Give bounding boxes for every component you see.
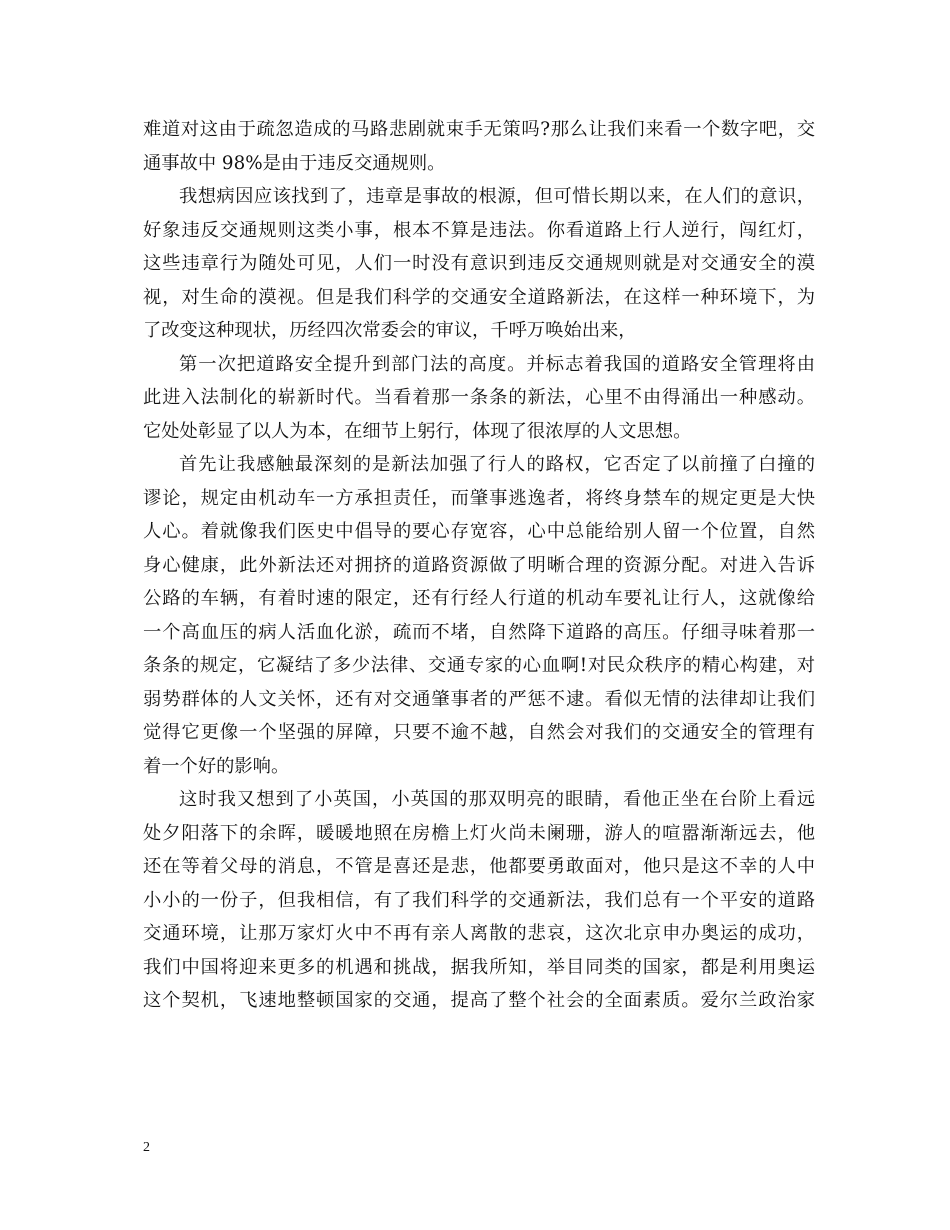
text-line: 难道对这由于疏忽造成的马路悲剧就束手无策吗?那么让我们来看一个数字吧，交 [143,119,815,140]
text-line: 好象违反交通规则这类小事，根本不算是违法。你看道路上行人逆行，闯红灯， [143,219,815,241]
body-text [143,113,815,1018]
text-line: 视，对生命的漠视。但是我们科学的交通安全道路新法，在这样一种环境下，为 [143,286,815,308]
text-line: 交通环境，让那万家灯火中不再有亲人离散的悲哀，这次北京申办奥运的成功， [143,923,815,944]
text-line: 处夕阳落下的余晖，暖暖地照在房檐上灯火尚未阑珊，游人的喧嚣渐渐远去，他 [143,822,815,844]
text-line: 着一个好的影响。 [143,755,290,777]
text-line: 一个高血压的病人活血化淤，疏而不堵，自然降下道路的高压。仔细寻味着那一 [143,621,815,643]
text-line: 通事故中 98%是由于违反交通规则。 [143,152,446,174]
paragraph [143,448,815,783]
text-line: 身心健康，此外新法还对拥挤的道路资源做了明晰合理的资源分配。对进入告诉 [143,554,815,576]
text-line: 小小的一份子，但我相信，有了我们科学的交通新法，我们总有一个平安的道路 [143,889,815,911]
text-line: 这个契机，飞速地整顿国家的交通，提高了整个社会的全面素质。爱尔兰政治家 [143,990,815,1011]
text-line: 弱势群体的人文关怀，还有对交通肇事者的严惩不逮。看似无情的法律却让我们 [143,688,815,710]
text-line: 这时我又想到了小英国，小英国的那双明亮的眼睛，看他正坐在台阶上看远 [179,789,815,810]
text-line: 了改变这种现状，历经四次常委会的审议，千呼万唤始出来， [143,320,637,341]
text-line: 我们中国将迎来更多的机遇和挑战，据我所知，举目同类的国家，都是利用奥运 [143,956,815,978]
text-line: 这些违章行为随处可见，人们一时没有意识到违反交通规则就是对交通安全的漠 [143,253,815,274]
text-line: 还在等着父母的消息，不管是喜还是悲，他都要勇敢面对，他只是这不幸的人中 [143,856,815,877]
page-number: 2 [143,1140,150,1155]
text-line: 我想病因应该找到了，违章是事故的根源，但可惜长期以来，在人们的意识， [179,186,815,207]
text-line: 此进入法制化的崭新时代。当看着那一条条的新法，心里不由得涌出一种感动。 [143,387,815,408]
paragraph [143,180,815,348]
text-line: 首先让我感触最深刻的是新法加强了行人的路权，它否定了以前撞了白撞的 [179,454,815,475]
paragraph [143,783,815,1018]
text-line: 条条的规定，它凝结了多少法律、交通专家的心血啊!对民众秩序的精心构建，对 [143,655,815,676]
text-line: 它处处彰显了以人为本，在细节上躬行，体现了很浓厚的人文思想。 [143,420,692,442]
text-line: 谬论，规定由机动车一方承担责任，而肇事逃逸者，将终身禁车的规定更是大快 [143,487,815,509]
text-line: 人心。着就像我们医史中倡导的要心存宽容，心中总能给别人留一个位置，自然 [143,521,815,542]
text-line: 第一次把道路安全提升到部门法的高度。并标志着我国的道路安全管理将由 [179,353,815,375]
text-line: 公路的车辆，有着时速的限定，还有行经人行道的机动车要礼让行人，这就像给 [143,588,815,609]
paragraph [143,113,815,180]
paragraph [143,348,815,449]
text-line: 觉得它更像一个坚强的屏障，只要不逾不越，自然会对我们的交通安全的管理有 [143,722,815,743]
